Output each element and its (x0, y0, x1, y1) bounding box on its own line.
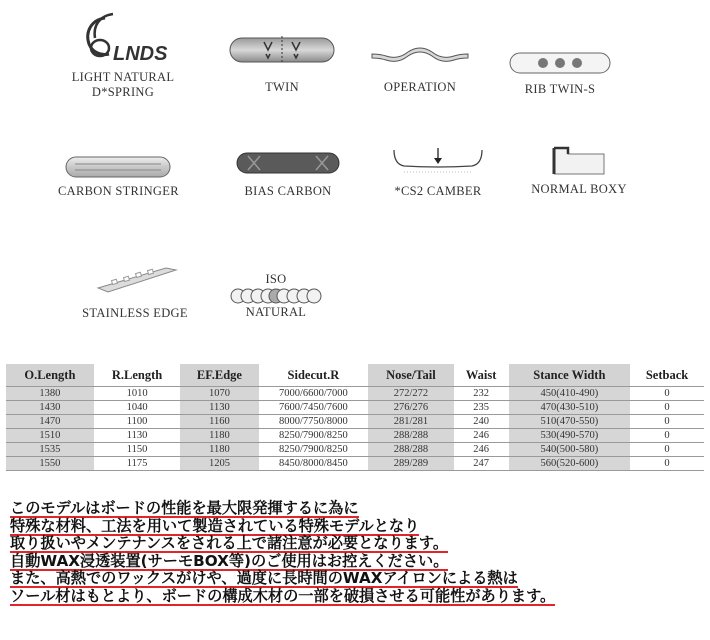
cell: 288/288 (368, 443, 453, 457)
cell: 7600/7450/7600 (278, 402, 348, 413)
feature-label-2: NATURAL (245, 305, 307, 319)
feature-normal-boxy (520, 144, 638, 197)
note-text: このモデルはボードの性能を最大限発揮するに為に (10, 499, 359, 517)
twin-board-icon (226, 32, 338, 68)
table-row (6, 401, 704, 415)
cell: 0 (664, 444, 670, 455)
note-text: 自動WAX浸透装置(サーモBOX等)のご使用はお控えください。 (10, 551, 449, 570)
col-r-length: R.Length (111, 367, 163, 382)
cell: 470(430-510) (509, 401, 630, 415)
cell: 540(500-580) (509, 443, 630, 457)
cell: 240 (473, 416, 490, 427)
note-line (10, 553, 710, 571)
feature-cs2-camber (378, 144, 498, 199)
cell: 1010 (126, 388, 148, 399)
stainless-edge-icon (90, 258, 180, 298)
cell: 1430 (6, 401, 94, 415)
table-row (6, 443, 704, 457)
note-text: ソール材はもとより、ボードの構成木材の一部を破損させる可能性があります。 (10, 586, 556, 605)
col-waist: Waist (465, 367, 497, 382)
feature-label: *CS2 CAMBER (394, 184, 482, 198)
cs2-camber-icon (390, 144, 486, 178)
feature-carbon-stringer (58, 154, 178, 199)
feature-operation (360, 40, 480, 95)
table-row (6, 387, 704, 401)
cell: 7000/6600/7000 (278, 388, 348, 399)
cell: 8250/7900/8250 (278, 444, 348, 455)
cell: 232 (473, 388, 490, 399)
feature-rib-twin-s (500, 50, 620, 97)
cell: 235 (473, 402, 490, 413)
spec-header-row (6, 364, 704, 387)
cell: 276/276 (368, 401, 453, 415)
note-line (10, 570, 710, 588)
cell: 1130 (126, 430, 148, 441)
col-o-length: O.Length (6, 364, 94, 387)
feature-label-2: D*SPRING (91, 85, 155, 99)
cell: 8000/7750/8000 (278, 416, 348, 427)
feature-label: OPERATION (383, 80, 457, 94)
feature-label: RIB TWIN-S (524, 82, 596, 96)
operation-profile-icon (368, 40, 472, 68)
cell: 246 (473, 430, 490, 441)
cell: 1535 (6, 443, 94, 457)
iso-natural-icon (228, 287, 324, 305)
cell: 530(490-570) (509, 429, 630, 443)
cell: 510(470-550) (509, 415, 630, 429)
feature-bias-carbon (228, 150, 348, 199)
cell: 1470 (6, 415, 94, 429)
cell: 8450/8000/8450 (278, 458, 348, 469)
cell: 1550 (6, 457, 94, 471)
cell: 0 (664, 388, 670, 399)
cell: 272/272 (368, 387, 453, 401)
cell: 1100 (126, 416, 148, 427)
cell: 1130 (180, 401, 258, 415)
table-row (6, 457, 704, 471)
col-ef-edge: EF.Edge (180, 364, 258, 387)
cell: 0 (664, 458, 670, 469)
note-text: 特殊な材料、工法を用いて製造されている特殊モデルとなり (10, 516, 420, 535)
cell: 1160 (180, 415, 258, 429)
cell: 8250/7900/8250 (278, 430, 348, 441)
cell: 560(520-600) (509, 457, 630, 471)
cell: 0 (664, 416, 670, 427)
cell: 247 (473, 458, 490, 469)
col-nose-tail: Nose/Tail (368, 364, 453, 387)
cell: 1180 (180, 443, 258, 457)
feature-light-natural-d-spring (58, 10, 188, 100)
cell: 289/289 (368, 457, 453, 471)
cell: 1175 (126, 458, 148, 469)
cell: 1205 (180, 457, 258, 471)
cell: 1070 (180, 387, 258, 401)
cell: 1510 (6, 429, 94, 443)
rib-twin-s-icon (507, 50, 613, 76)
normal-boxy-icon (544, 144, 614, 178)
feature-twin (222, 32, 342, 95)
feature-label: TWIN (265, 80, 299, 94)
table-row (6, 415, 704, 429)
cell: 288/288 (368, 429, 453, 443)
cell: 281/281 (368, 415, 453, 429)
note-line (10, 518, 710, 536)
note-line (10, 500, 710, 518)
cell: 0 (664, 430, 670, 441)
feature-label: BIAS CARBON (244, 184, 332, 198)
cell: 1380 (6, 387, 94, 401)
feature-label: STAINLESS EDGE (82, 306, 188, 320)
cell: 0 (664, 402, 670, 413)
cell: 1040 (126, 402, 148, 413)
lnds-logo-text: LNDS (113, 43, 168, 65)
note-text: また、高熱でのワックスがけや、過度に長時間のWAXアイロンによる熱は (10, 569, 518, 587)
table-row (6, 429, 704, 443)
cell: 1180 (180, 429, 258, 443)
feature-label: ISO (265, 272, 287, 286)
feature-stainless-edge (72, 258, 198, 321)
col-stance-width: Stance Width (509, 364, 630, 387)
lnds-logo-icon (63, 10, 183, 70)
cell: 1150 (126, 444, 148, 455)
cell: 450(410-490) (509, 387, 630, 401)
note-line (10, 588, 710, 606)
note-line (10, 535, 710, 553)
feature-label: LIGHT NATURAL (71, 70, 175, 84)
col-setback: Setback (645, 367, 689, 382)
feature-label: NORMAL BOXY (531, 182, 627, 196)
bias-carbon-icon (234, 150, 342, 176)
caution-notes (10, 500, 710, 605)
col-sidecut-r: Sidecut.R (287, 367, 340, 382)
spec-table (6, 364, 704, 471)
feature-iso-natural (224, 272, 328, 320)
feature-label: CARBON STRINGER (58, 184, 179, 198)
carbon-stringer-icon (63, 154, 173, 180)
cell: 246 (473, 444, 490, 455)
note-text: 取り扱いやメンテナンスをされる上で諸注意が必要となります。 (10, 534, 449, 552)
